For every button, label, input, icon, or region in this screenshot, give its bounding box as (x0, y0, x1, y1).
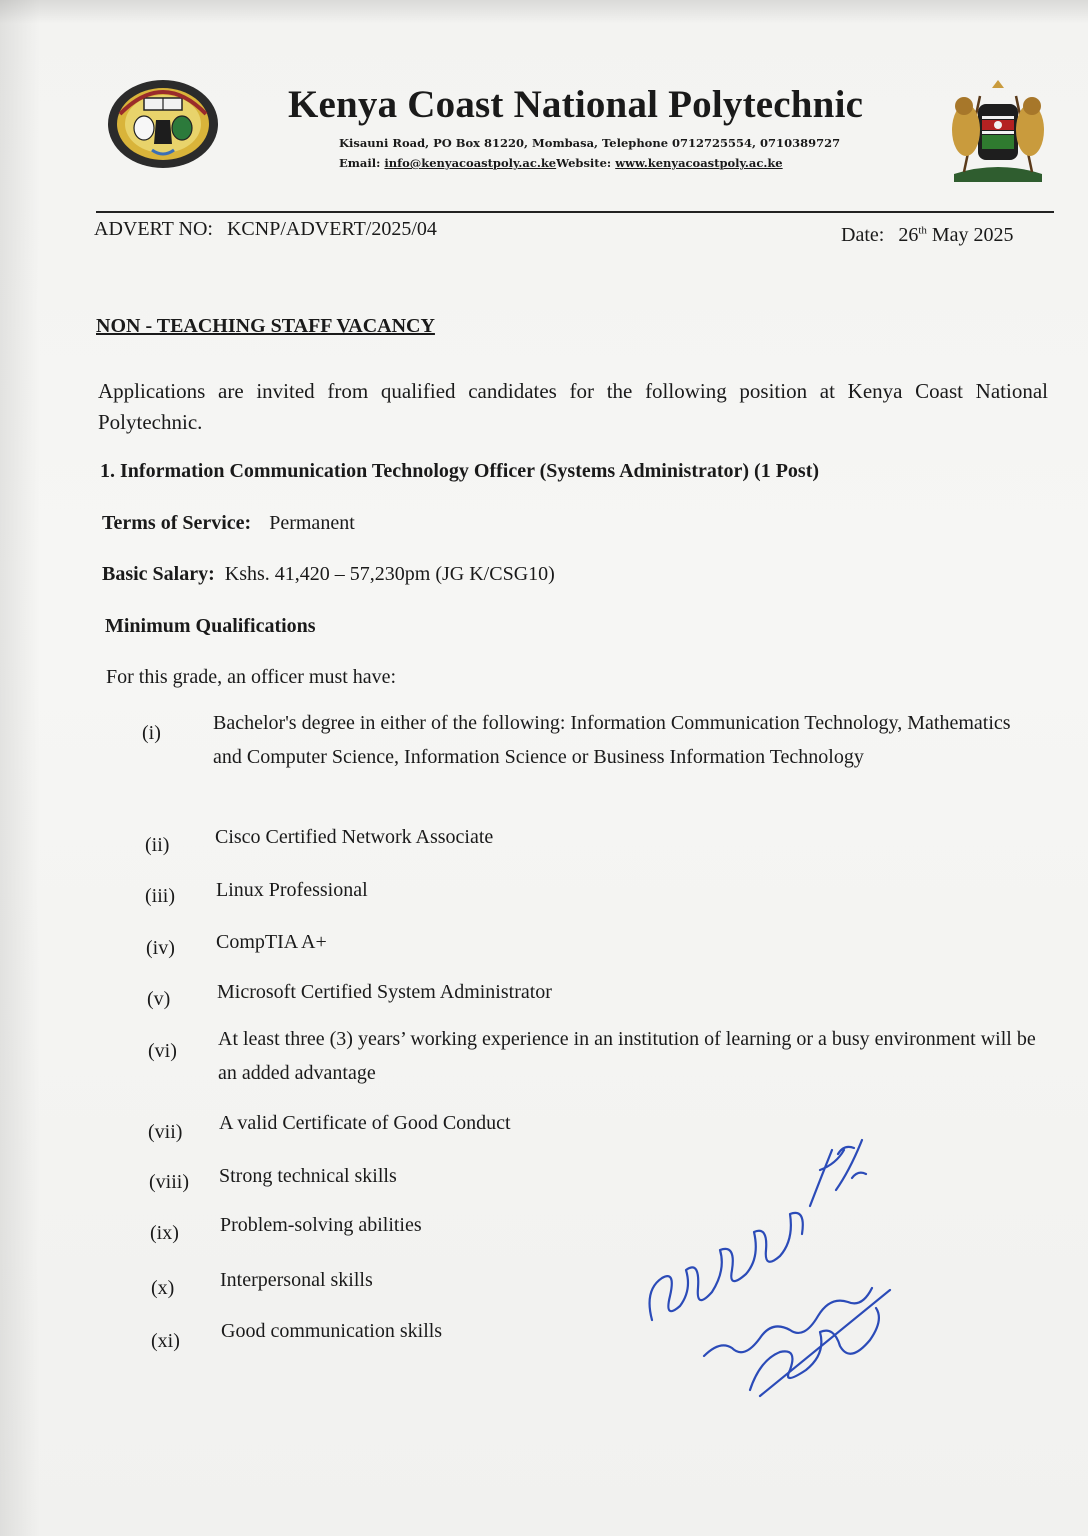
qualification-number: (x) (151, 1277, 175, 1299)
qualification-text: At least three (3) years’ working experience in an institution of learning or a busy environment will be an added advantage (218, 1028, 1036, 1084)
qualification-number: (v) (147, 988, 171, 1010)
qualification-number: (ii) (145, 834, 170, 856)
qualification-text: CompTIA A+ (216, 931, 327, 953)
qualification-text: Strong technical skills (219, 1165, 397, 1187)
qualification-number: (iii) (145, 885, 175, 907)
qualification-number: (vi) (148, 1040, 177, 1062)
advert-number-value: KCNP/ADVERT/2025/04 (226, 218, 437, 240)
basic-salary (102, 563, 555, 586)
qualifications-intro: For this grade, an officer must have: (106, 666, 397, 688)
email-label: Email: (339, 156, 381, 170)
qualification-number: (i) (142, 722, 161, 744)
vacancy-heading: NON - TEACHING STAFF VACANCY (96, 315, 435, 337)
qualification-text: Cisco Certified Network Associate (215, 826, 494, 848)
institution-contact (339, 156, 899, 170)
intro-paragraph: Applications are invited from qualified candidates for the following position at Kenya Coast National Polytechnic. (98, 379, 1048, 434)
email-link[interactable]: info@kenyacoastpoly.ac.ke (384, 156, 557, 170)
date-month-year: May 2025 (931, 224, 1014, 246)
position-title: 1. Information Communication Technology Officer (Systems Administrator) (1 Post) (100, 460, 820, 482)
advert-number (94, 218, 437, 241)
terms-of-service (102, 512, 355, 535)
qualification-number: (viii) (149, 1171, 189, 1193)
institution-address: Kisauni Road, PO Box 81220, Mombasa, Telephone 0712725554, 0710389727 (339, 136, 841, 150)
qualification-text: A valid Certificate of Good Conduct (219, 1112, 511, 1134)
date-suffix: th (918, 224, 927, 237)
page-shadow-left (0, 0, 40, 1536)
website-link[interactable]: www.kenyacoastpoly.ac.ke (615, 156, 783, 170)
salary-label: Basic Salary: (102, 563, 215, 585)
page-shadow-top (0, 0, 1088, 24)
date-label: Date: (841, 224, 885, 246)
date-day: 26 (898, 224, 919, 246)
qualification-number: (ix) (150, 1222, 179, 1244)
qualification-text: Bachelor's degree in either of the following: Information Communication Technology, Mathematics and Computer Science, Information Science or Business Information Technology (213, 712, 1011, 768)
website-label: Website: (556, 156, 612, 170)
salary-value: Kshs. 41,420 – 57,230pm (JG K/CSG10) (224, 563, 555, 585)
advert-date (841, 224, 1014, 247)
institution-name: Kenya Coast National Polytechnic (288, 83, 864, 126)
terms-label: Terms of Service: (102, 512, 252, 534)
qualification-text: Interpersonal skills (220, 1269, 373, 1291)
terms-value: Permanent (269, 512, 355, 534)
qualification-text: Good communication skills (221, 1320, 443, 1342)
qualifications-heading: Minimum Qualifications (105, 615, 316, 637)
qualification-number: (xi) (151, 1330, 180, 1352)
header-divider (96, 211, 1054, 213)
polytechnic-crest-icon (104, 72, 222, 172)
advert-label: ADVERT NO: (94, 218, 213, 240)
handwritten-approval-signature (640, 1120, 900, 1400)
qualification-text: Microsoft Certified System Administrator (217, 981, 552, 1003)
qualification-number: (vii) (148, 1121, 183, 1143)
kenya-coat-of-arms-icon (944, 78, 1052, 184)
qualification-text: Problem-solving abilities (220, 1214, 422, 1236)
qualification-number: (iv) (146, 937, 175, 959)
qualification-text: Linux Professional (216, 879, 368, 901)
